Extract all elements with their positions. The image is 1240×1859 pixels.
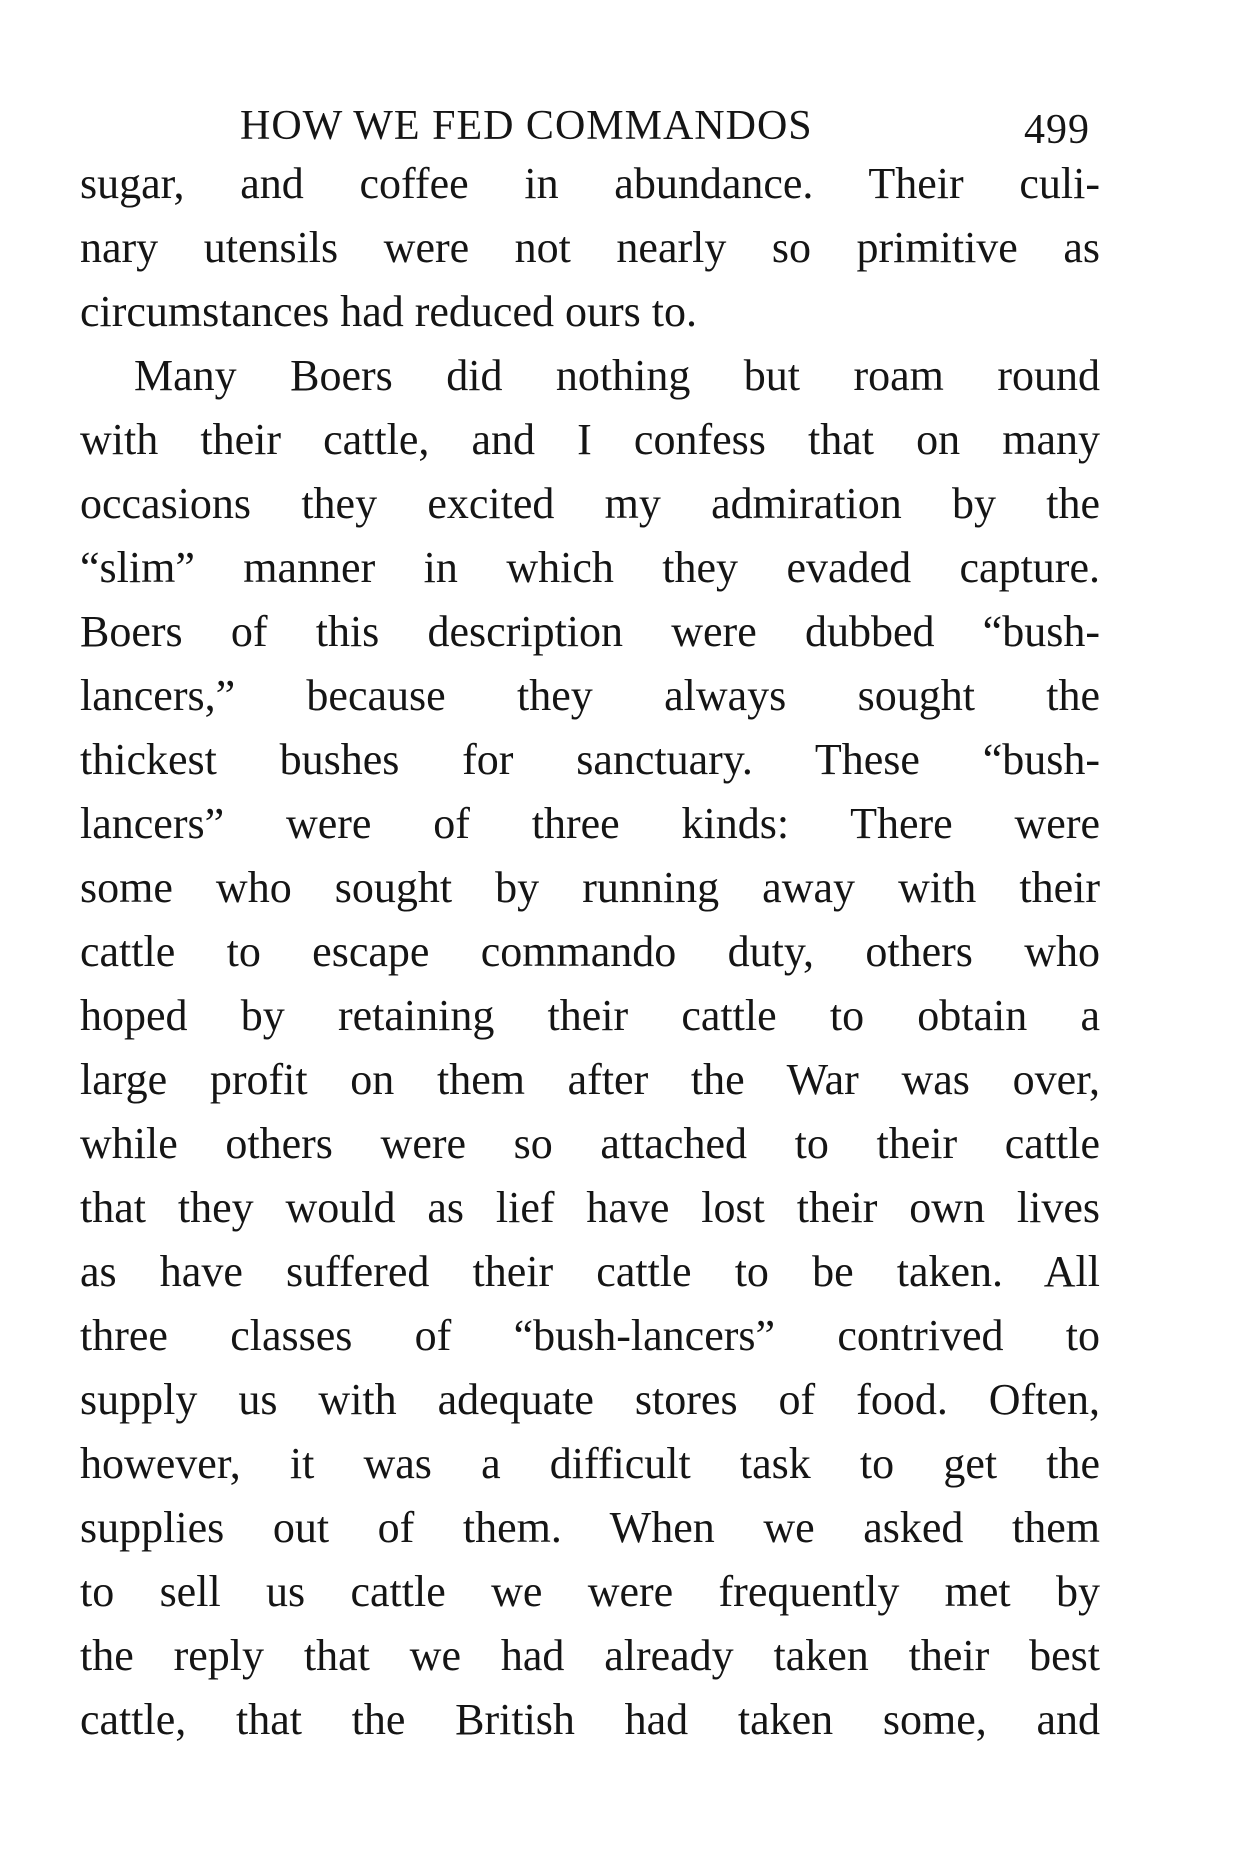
text-line: Many Boers did nothing but roam round [134,351,1100,400]
text-line: circumstances had reduced ours to. [80,287,697,336]
text-line: while others were so attached to their cattle [80,1119,1100,1168]
text-line: supplies out of them. When we asked them [80,1503,1100,1552]
text-line: cattle to escape commando duty, others who [80,927,1100,976]
text-line: to sell us cattle we were frequently met by [80,1567,1100,1616]
text-line: “slim” manner in which they evaded capture. [80,543,1100,592]
text-line: sugar, and coffee in abundance. Their culi- [80,159,1100,208]
text-line: supply us with adequate stores of food. Often, [80,1375,1100,1424]
running-title: HOW WE FED COMMANDOS [240,103,813,149]
text-line: lancers,” because they always sought the [80,671,1100,720]
text-line: cattle, that the British had taken some, and [80,1695,1100,1744]
text-line: some who sought by running away with their [80,863,1100,912]
text-line: as have suffered their cattle to be taken. All [80,1247,1100,1296]
running-head [240,102,1090,152]
text-line: however, it was a difficult task to get the [80,1439,1100,1488]
text-line: that they would as lief have lost their own lives [80,1183,1100,1232]
text-line: the reply that we had already taken their best [80,1631,1100,1680]
text-line: Boers of this description were dubbed “bush- [80,607,1100,656]
text-line: three classes of “bush-lancers” contrived to [80,1311,1100,1360]
text-line: lancers” were of three kinds: There were [80,799,1100,848]
text-line: with their cattle, and I confess that on many [80,415,1100,464]
text-line: thickest bushes for sanctuary. These “bush- [80,735,1100,784]
text-line: nary utensils were not nearly so primitive as [80,223,1100,272]
text-line: hoped by retaining their cattle to obtain a [80,991,1100,1040]
text-line: occasions they excited my admiration by the [80,479,1100,528]
body-text [80,152,1100,1752]
text-line: large profit on them after the War was over, [80,1055,1100,1104]
page-number: 499 [1024,107,1090,153]
